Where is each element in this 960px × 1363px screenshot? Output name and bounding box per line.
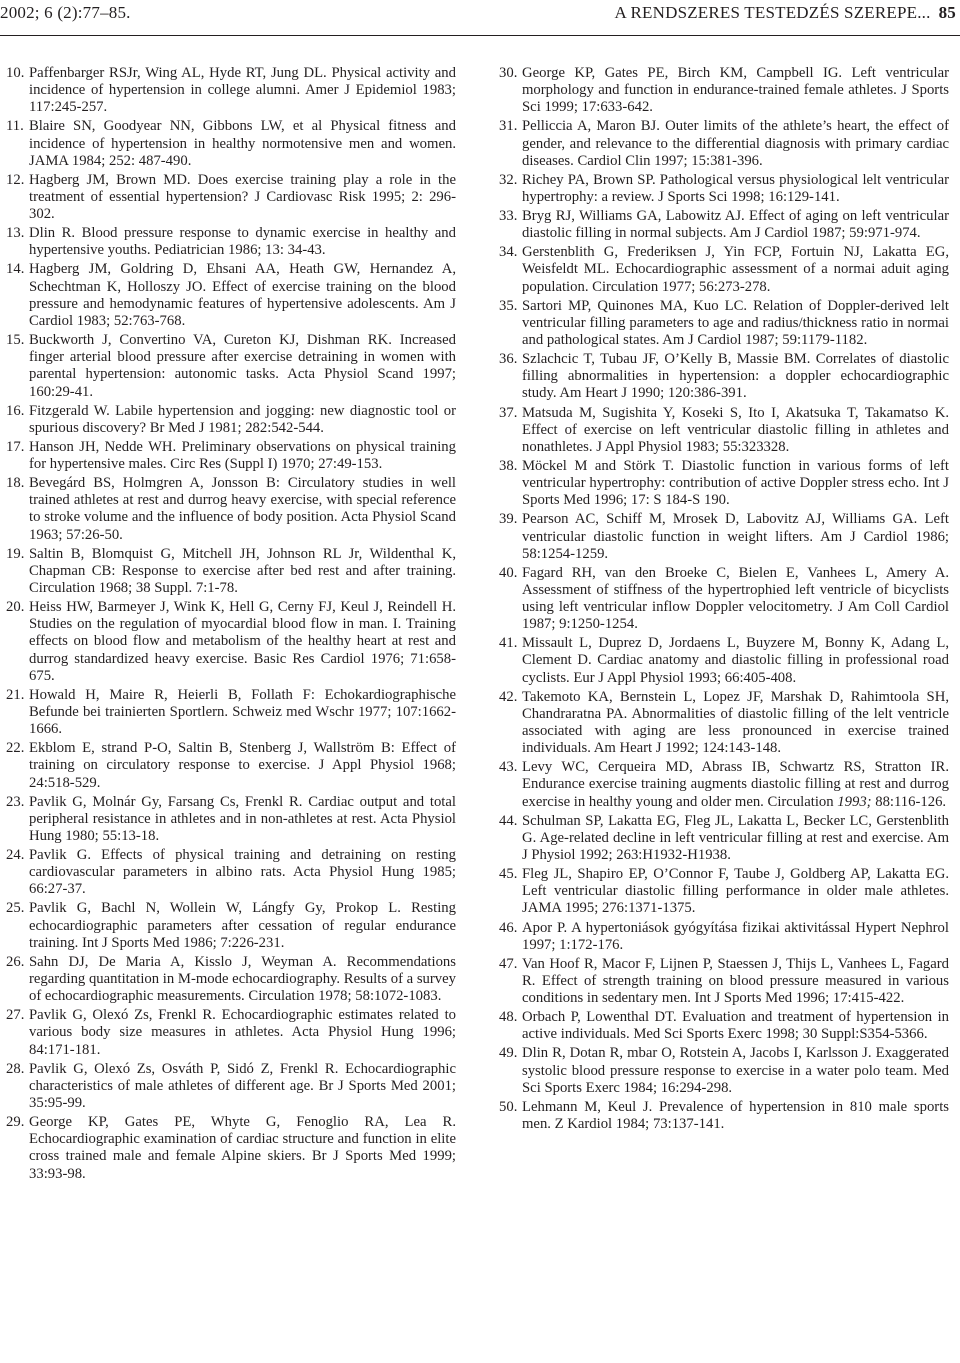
reference-text-main: Dlin R. Blood pressure response to dynamic exercise in healthy and hypertensive youths. Pediatrician 1986; 13: 34-43.	[29, 225, 456, 259]
reference-item	[6, 900, 456, 951]
reference-text-main: Blaire SN, Goodyear NN, Gibbons LW, et al Physical fitness and incidence of hypertension in healthy normotensive men and women. JAMA 1984; 252: 487-490.	[29, 118, 456, 169]
reference-item	[6, 403, 456, 437]
reference-item	[6, 439, 456, 473]
reference-text-main: Möckel M and Störk T. Diastolic function in various forms of left ventricular hypertrophy: contribution of active Doppler stress echo. Int J Sports Med 1996; 17: S 184-S 190.	[522, 457, 949, 509]
reference-item	[499, 565, 949, 634]
reference-text	[522, 511, 949, 561]
reference-item	[6, 847, 456, 898]
reference-text-main: Bryg RJ, Williams GA, Labowitz AJ. Effect of aging on left ventricular diastolic filling in normal subjects. Am J Cardiol 1987; 59:971-974.	[522, 208, 949, 242]
reference-number: 46.	[499, 919, 518, 936]
reference-item	[6, 794, 456, 845]
reference-item	[499, 866, 949, 917]
reference-item	[6, 118, 456, 169]
reference-item	[6, 1114, 456, 1183]
reference-text	[522, 118, 949, 168]
page-number: 85	[938, 3, 956, 22]
reference-item	[6, 546, 456, 597]
reference-text-main: Dlin R, Dotan R, mbar O, Rotstein A, Jacobs I, Karlsson J. Exaggerated systolic blood pressure response to exercise in a water polo team. Med Sci Sports Exerc 1984; 16:294-298.	[522, 1045, 949, 1096]
reference-number: 34.	[499, 244, 518, 261]
reference-text-main: Pearson AC, Schiff M, Mrosek D, Labovitz AJ, Williams GA. Left ventricular diastolic function in weight lifters. Am J Cardiol 1986; 58:1254-1259.	[522, 511, 949, 562]
reference-text-main: Buckworth J, Convertino VA, Cureton KJ, Dishman RK. Increased finger arterial blood pressure after exercise detraining in women with parental hypertension: autonomic tasks. Acta Physiol Scand 1997; 160:29-41.	[29, 332, 456, 400]
reference-text-main: Pavlik G, Olexó Zs, Frenkl R. Echocardiographic estimates related to various body size measures in athletes. Acta Physiol Hung 1996; 84:171-181.	[29, 1007, 456, 1058]
reference-text-main: Apor P. A hypertoniások gyógyítása fizikai aktivitással Hypert Nephrol 1997; 1:172-176.	[522, 919, 949, 953]
reference-text	[522, 759, 949, 809]
running-title: A RENDSZERES TESTEDZÉS SZEREPE...	[614, 3, 931, 22]
reference-text	[522, 1009, 949, 1042]
reference-text	[29, 546, 456, 596]
reference-text	[29, 900, 456, 950]
reference-text-main: Szlachcic T, Tubau JF, O’Kelly B, Massie BM. Correlates of diastolic filling abnormalities in hypertension: a doppler echocardiographic study. Am Heart J 1990; 120:386-391.	[522, 351, 949, 402]
reference-text-tail: 88:116-126.	[871, 793, 947, 810]
reference-number: 43.	[499, 759, 518, 776]
reference-item	[499, 65, 949, 116]
reference-item	[499, 813, 949, 864]
reference-item	[6, 599, 456, 685]
reference-text	[29, 740, 456, 790]
reference-text	[29, 172, 456, 222]
reference-number: 16.	[6, 402, 25, 419]
reference-number: 38.	[499, 457, 518, 474]
reference-text-main: Fleg JL, Shapiro EP, O’Connor F, Taube J, Goldberg AP, Lakatta EG. Left ventricular diastolic filling performance in older male athletes. JAMA 1995; 276:1371-1375.	[522, 866, 949, 917]
reference-text-main: Missault L, Duprez D, Jordaens L, Buyzere M, Bonny K, Adang L, Clement D. Cardiac anatomy and diastolic filling in professional road cyclists. Eur J Appl Physiol 1993; 66:405-408.	[522, 635, 949, 686]
reference-text-main: Matsuda M, Sugishita Y, Koseki S, Ito I, Akatsuka T, Takamatso K. Effect of exercise on left ventricular diastolic filling in athletes and nonathletes. J Appl Physiol 1983; 55:323328.	[522, 404, 949, 455]
reference-text	[522, 956, 949, 1006]
reference-number: 50.	[499, 1098, 518, 1115]
reference-text	[29, 403, 456, 436]
reference-number: 23.	[6, 793, 25, 810]
reference-text-main: Orbach P, Lowenthal DT. Evaluation and treatment of hypertension in active individuals. Med Sci Sports Exerc 1998; 30 Suppl:S354-5366.	[522, 1009, 949, 1043]
reference-text-main: Pavlik G. Effects of physical training and detraining on resting cardiovascular parameters in albino rats. Acta Physiol Hung 1985; 66:27-37.	[29, 847, 456, 898]
reference-item	[499, 689, 949, 758]
reference-item	[499, 511, 949, 562]
reference-text-main: Sartori MP, Quinones MA, Kuo LC. Relation of Doppler-derived lelt ventricular filling parameters to age and radius/thickness ratio in normai and pathological states. Am J Cardiol 1987; 59:1179-1182.	[522, 297, 949, 349]
reference-number: 47.	[499, 955, 518, 972]
reference-item	[499, 298, 949, 349]
reference-text	[522, 635, 949, 685]
references-column-left	[6, 65, 456, 1185]
reference-text-main: Van Hoof R, Macor F, Lijnen P, Staessen J, Thijs L, Vanhees L, Fagard R. Effect of strength training on blood pressure measured in various conditions in sedentary men. Int J Sports Med 1996; 17:415-422.	[522, 955, 949, 1007]
reference-text-main: George KP, Gates PE, Birch KM, Campbell IG. Left ventricular morphology and function in endurance-trained female athletes. J Sports Sci 1999; 17:633-642.	[522, 65, 949, 116]
running-header	[615, 3, 957, 23]
reference-item	[499, 172, 949, 206]
reference-text-main: Hagberg JM, Goldring D, Ehsani AA, Heath GW, Hernandez A, Schechtman K, Holloszy JO. Effect of exercise training on the blood pressure and hemodynamic features of hypertensive adolescents. Am J Cardiol 1983; 52:763-768.	[29, 261, 456, 329]
reference-text-main: Saltin B, Blomquist G, Mitchell JH, Johnson RL Jr, Wildenthal K, Chapman CB: Response to exercise after bed rest and after training. Circulation 1968; 38 Suppl. 7:1-78.	[29, 545, 456, 596]
reference-item	[6, 1061, 456, 1112]
reference-item	[499, 956, 949, 1007]
reference-number: 40.	[499, 564, 518, 581]
reference-text	[522, 298, 949, 348]
journal-citation: 2002; 6 (2):77–85.	[0, 3, 131, 22]
reference-text-main: Ekblom E, strand P-O, Saltin B, Stenberg J, Wallström B: Effect of training on circulatory response to exercise. J Appl Physiol 1968; 24:518-529.	[29, 740, 456, 791]
reference-item	[499, 458, 949, 509]
reference-text-main: Bevegárd BS, Holmgren A, Jonsson B: Circulatory studies in well trained athletes at rest and durrog heavy exercise, with special reference to stroke volume and the influence of body position. Acta Physiol Scand 1963; 57:26-50.	[29, 475, 456, 543]
reference-text	[29, 1061, 456, 1111]
reference-text	[29, 439, 456, 472]
reference-text-italic: 1993;	[837, 793, 872, 810]
reference-text	[29, 687, 456, 737]
reference-text-main: Levy WC, Cerqueira MD, Abrass IB, Schwartz RS, Stratton IR. Endurance exercise training augments diastolic filling at rest and durrog exercise in healthy young and older men. Circulation	[522, 759, 949, 810]
reference-text	[29, 954, 456, 1004]
reference-number: 27.	[6, 1007, 25, 1024]
reference-item	[6, 332, 456, 401]
reference-number: 13.	[6, 225, 25, 242]
reference-number: 20.	[6, 599, 25, 616]
reference-item	[6, 225, 456, 259]
reference-item	[6, 475, 456, 544]
reference-text-main: Richey PA, Brown SP. Pathological versus physiological lelt ventricular hypertrophy: a review. J Sports Sci 1998; 16:129-141.	[522, 171, 949, 205]
reference-number: 22.	[6, 740, 25, 757]
reference-number: 25.	[6, 900, 25, 917]
reference-list-left	[6, 65, 456, 1183]
reference-text	[522, 1045, 949, 1095]
reference-number: 37.	[499, 404, 518, 421]
reference-text	[522, 405, 949, 455]
reference-item	[499, 208, 949, 242]
reference-item	[499, 405, 949, 456]
reference-item	[499, 1045, 949, 1096]
reference-number: 41.	[499, 635, 518, 652]
reference-item	[6, 740, 456, 791]
page-header	[0, 0, 960, 30]
reference-number: 10.	[6, 65, 25, 81]
reference-text	[29, 118, 456, 168]
reference-item	[499, 635, 949, 686]
reference-text-main: Hanson JH, Nedde WH. Preliminary observations on physical training for hypertensive males. Circ Res (Suppl I) 1970; 27:49-153.	[29, 438, 456, 472]
reference-number: 14.	[6, 261, 25, 278]
reference-item	[6, 65, 456, 116]
reference-number: 30.	[499, 65, 518, 81]
reference-text	[522, 65, 949, 115]
reference-text-main: Pelliccia A, Maron BJ. Outer limits of the athlete’s heart, the effect of gender, and relevance to the differential diagnosis with primary cardiac diseases. Cardiol Clin 1997; 15:381-396.	[522, 118, 949, 169]
reference-text	[522, 920, 949, 953]
reference-text-main: Howald H, Maire R, Heierli B, Follath F: Echokardiographische Befunde bei trainierten Sportlern. Schweiz med Wschr 1977; 107:1662-1666.	[29, 686, 456, 738]
reference-number: 21.	[6, 686, 25, 703]
reference-number: 29.	[6, 1114, 25, 1131]
reference-text	[29, 599, 456, 684]
reference-text	[522, 689, 949, 756]
reference-text	[29, 332, 456, 399]
reference-text	[522, 866, 949, 916]
reference-number: 48.	[499, 1009, 518, 1026]
reference-text-main: Lehmann M, Keul J. Prevalence of hypertension in 810 male sports men. Z Kardiol 1984; 73:137-141.	[522, 1098, 949, 1132]
reference-text	[522, 244, 949, 294]
reference-item	[6, 261, 456, 330]
reference-text	[522, 813, 949, 863]
reference-item	[6, 172, 456, 223]
reference-text	[29, 475, 456, 542]
reference-number: 44.	[499, 812, 518, 829]
reference-number: 36.	[499, 351, 518, 368]
reference-number: 24.	[6, 847, 25, 863]
reference-number: 31.	[499, 118, 518, 135]
reference-list-right	[499, 65, 949, 1133]
reference-text	[29, 1114, 456, 1181]
reference-text-main: George KP, Gates PE, Whyte G, Fenoglio RA, Lea R. Echocardiographic examination of cardiac structure and function in elite cross trained male and female Alpine skiers. Br J Sports Med 1999; 33:93-98.	[29, 1114, 456, 1182]
reference-number: 32.	[499, 171, 518, 188]
reference-number: 45.	[499, 866, 518, 883]
reference-item	[499, 1009, 949, 1043]
reference-text-main: Paffenbarger RSJr, Wing AL, Hyde RT, Jung DL. Physical activity and incidence of hypertension in college alumni. Amer J Epidemiol 1983; 117:245-257.	[29, 65, 456, 116]
reference-number: 18.	[6, 475, 25, 492]
reference-text	[522, 351, 949, 401]
references-column-right	[499, 65, 949, 1135]
header-rule	[0, 35, 960, 36]
reference-number: 19.	[6, 545, 25, 562]
reference-text-main: Pavlik G, Molnár Gy, Farsang Cs, Frenkl R. Cardiac output and total peripheral resistance in athletes and in non-athletes at rest. Acta Physiol Hung 1980; 55:13-18.	[29, 793, 456, 844]
reference-number: 17.	[6, 438, 25, 455]
reference-number: 39.	[499, 511, 518, 528]
reference-text	[522, 565, 949, 632]
reference-item	[6, 954, 456, 1005]
reference-text	[522, 208, 949, 241]
reference-text-main: Pavlik G, Olexó Zs, Osváth P, Sidó Z, Frenkl R. Echocardiographic characteristics of male athletes of different age. Br J Sports Med 2001; 35:95-99.	[29, 1060, 456, 1111]
reference-item	[6, 687, 456, 738]
reference-item	[6, 1007, 456, 1058]
reference-text-main: Heiss HW, Barmeyer J, Wink K, Hell G, Cerny FJ, Keul J, Reindell H. Studies on the regulation of myocardial blood flow in man. I. Training effects on blood flow and metabolism of the healthy heart at rest and durrog standardized heavy exercise. Basic Res Cardiol 1976; 71:658-675.	[29, 599, 456, 684]
reference-number: 11.	[6, 118, 24, 135]
reference-item	[499, 351, 949, 402]
reference-item	[499, 1099, 949, 1133]
reference-text-main: Takemoto KA, Bernstein L, Lopez JF, Marshak D, Rahimtoola SH, Chandraratna PA. Abnormalities of diastolic filling of the lelt ventricle associated with aging are less pronounced in exercise trained individuals. Am Heart J 1992; 124:143-148.	[522, 688, 949, 757]
reference-text	[29, 847, 456, 897]
reference-text-main: Pavlik G, Bachl N, Wollein W, Lángfy Gy, Prokop L. Resting echocardiographic parameters after cessation of regular endurance training. Int J Sports Med 1986; 7:226-231.	[29, 900, 456, 951]
reference-text	[522, 1099, 949, 1132]
reference-number: 12.	[6, 171, 25, 188]
reference-number: 33.	[499, 208, 518, 225]
reference-number: 26.	[6, 953, 25, 970]
reference-text	[29, 225, 456, 258]
reference-text	[29, 261, 456, 328]
reference-text	[29, 794, 456, 844]
reference-number: 49.	[499, 1045, 518, 1062]
reference-text-main: Sahn DJ, De Maria A, Kisslo J, Weyman A. Recommendations regarding quantitation in M-mode echocardiography. Results of a survey of echocardiographic measurements. Circulation 1978; 58:1072-1083.	[29, 953, 456, 1005]
reference-number: 42.	[499, 688, 518, 705]
reference-number: 15.	[6, 332, 25, 349]
reference-item	[499, 759, 949, 810]
reference-text-main: Fagard RH, van den Broeke C, Bielen E, Vanhees L, Amery A. Assessment of stiffness of the hypertrophied left ventricle of bicyclists using left ventricular inflow Doppler velocitometry. J Am Coll Cardiol 1987; 9:1250-1254.	[522, 564, 949, 633]
reference-text	[522, 458, 949, 508]
reference-number: 28.	[6, 1060, 25, 1077]
reference-text-main: Schulman SP, Lakatta EG, Fleg JL, Lakatta L, Becker LC, Gerstenblith G. Age-related decline in left ventricular filling at rest and exercise. Am J Physiol 1992; 263:H1932-H1938.	[522, 812, 949, 863]
reference-item	[499, 244, 949, 295]
reference-text-main: Gerstenblith G, Frederiksen J, Yin FCP, Fortuin NJ, Lakatta EG, Weisfeldt ML. Echocardiographic assessment of a normai aduit aging population. Circulation 1977; 56:273-278.	[522, 244, 949, 295]
reference-item	[499, 920, 949, 954]
reference-text-main: Fitzgerald W. Labile hypertension and jogging: new diagnostic tool or spurious discovery? Br Med J 1981; 282:542-544.	[29, 402, 456, 436]
reference-text-main: Hagberg JM, Brown MD. Does exercise training play a role in the treatment of essential hypertension? J Cardiovasc Risk 1995; 2: 296-302.	[29, 171, 456, 223]
reference-item	[499, 118, 949, 169]
reference-text	[29, 1007, 456, 1057]
reference-number: 35.	[499, 297, 518, 314]
reference-text	[29, 65, 456, 115]
reference-text	[522, 172, 949, 205]
